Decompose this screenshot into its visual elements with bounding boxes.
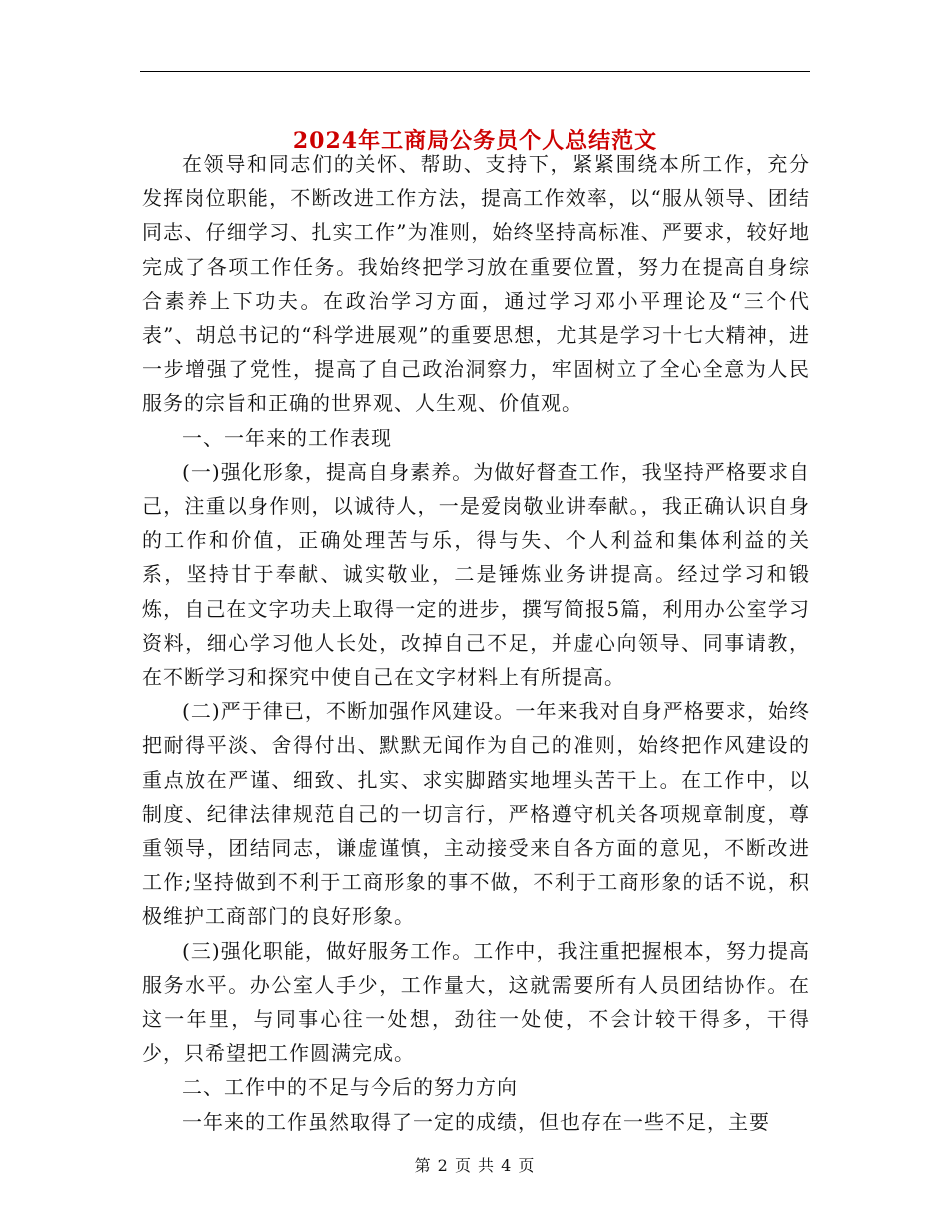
paragraph-intro: 在领导和同志们的关怀、帮助、支持下，紧紧围绕本所工作，充分发挥岗位职能，不断改进工作方法，提高工作效率，以“服从领导、团结同志、仔细学习、扎实工作”为准则，始终坚持高标准、严要求，较好地完成了各项工作任务。我始终把学习放在重要位置，努力在提高自身综合素养上下功夫。在政治学习方面，通过学习邓小平理论及“三个代表”、胡总书记的“科学进展观”的重要思想，尤其是学习十七大精神，进一步增强了党性，提高了自己政治洞察力，牢固树立了全心全意为人民服务的宗旨和正确的世界观、人生观、价值观。 [142, 152, 810, 416]
paragraph-shortcomings: 一年来的工作虽然取得了一定的成绩，但也存在一些不足，主要 [182, 1109, 770, 1134]
paragraph-item-3: (三)强化职能，做好服务工作。工作中，我注重把握根本，努力提高服务水平。办公室人手少，工作量大，这就需要所有人员团结协作。在这一年里，与同事心往一处想，劲往一处使，不会计较干得多，干得少，只希望把工作圆满完成。 [142, 938, 810, 1066]
header-rule [140, 71, 810, 72]
section-heading-2: 二、工作中的不足与今后的努力方向 [182, 1075, 518, 1100]
document-title: 2024年工商局公务员个人总结范文 [292, 127, 658, 154]
paragraph-item-1: (一)强化形象，提高自身素养。为做好督查工作，我坚持严格要求自己，注重以身作则，以诚待人，一是爱岗敬业讲奉献。，我正确认识自身的工作和价值，正确处理苦与乐，得与失、个人利益和集体利益的关系，坚持甘于奉献、诚实敬业，二是锤炼业务讲提高。经过学习和锻炼，自己在文字功夫上取得一定的进步，撰写简报5篇，利用办公室学习资料，细心学习他人长处，改掉自己不足，并虚心向领导、同事请教，在不断学习和探究中使自己在文字材料上有所提高。 [142, 459, 810, 690]
document-body [142, 147, 810, 1139]
section-heading-1: 一、一年来的工作表现 [182, 425, 392, 450]
paragraph-item-2: (二)严于律已，不断加强作风建设。一年来我对自身严格要求，始终把耐得平淡、舍得付出、默默无闻作为自己的准则，始终把作风建设的重点放在严谨、细致、扎实、求实脚踏实地埋头苦干上。在工作中，以制度、纪律法律规范自己的一切言行，严格遵守机关各项规章制度，尊重领导，团结同志，谦虚谨慎，主动接受来自各方面的意见，不断改进工作;坚持做到不利于工商形象的事不做，不利于工商形象的话不说，积极维护工商部门的良好形象。 [142, 699, 810, 929]
page-number: 第 2 页 共 4 页 [414, 1156, 536, 1175]
